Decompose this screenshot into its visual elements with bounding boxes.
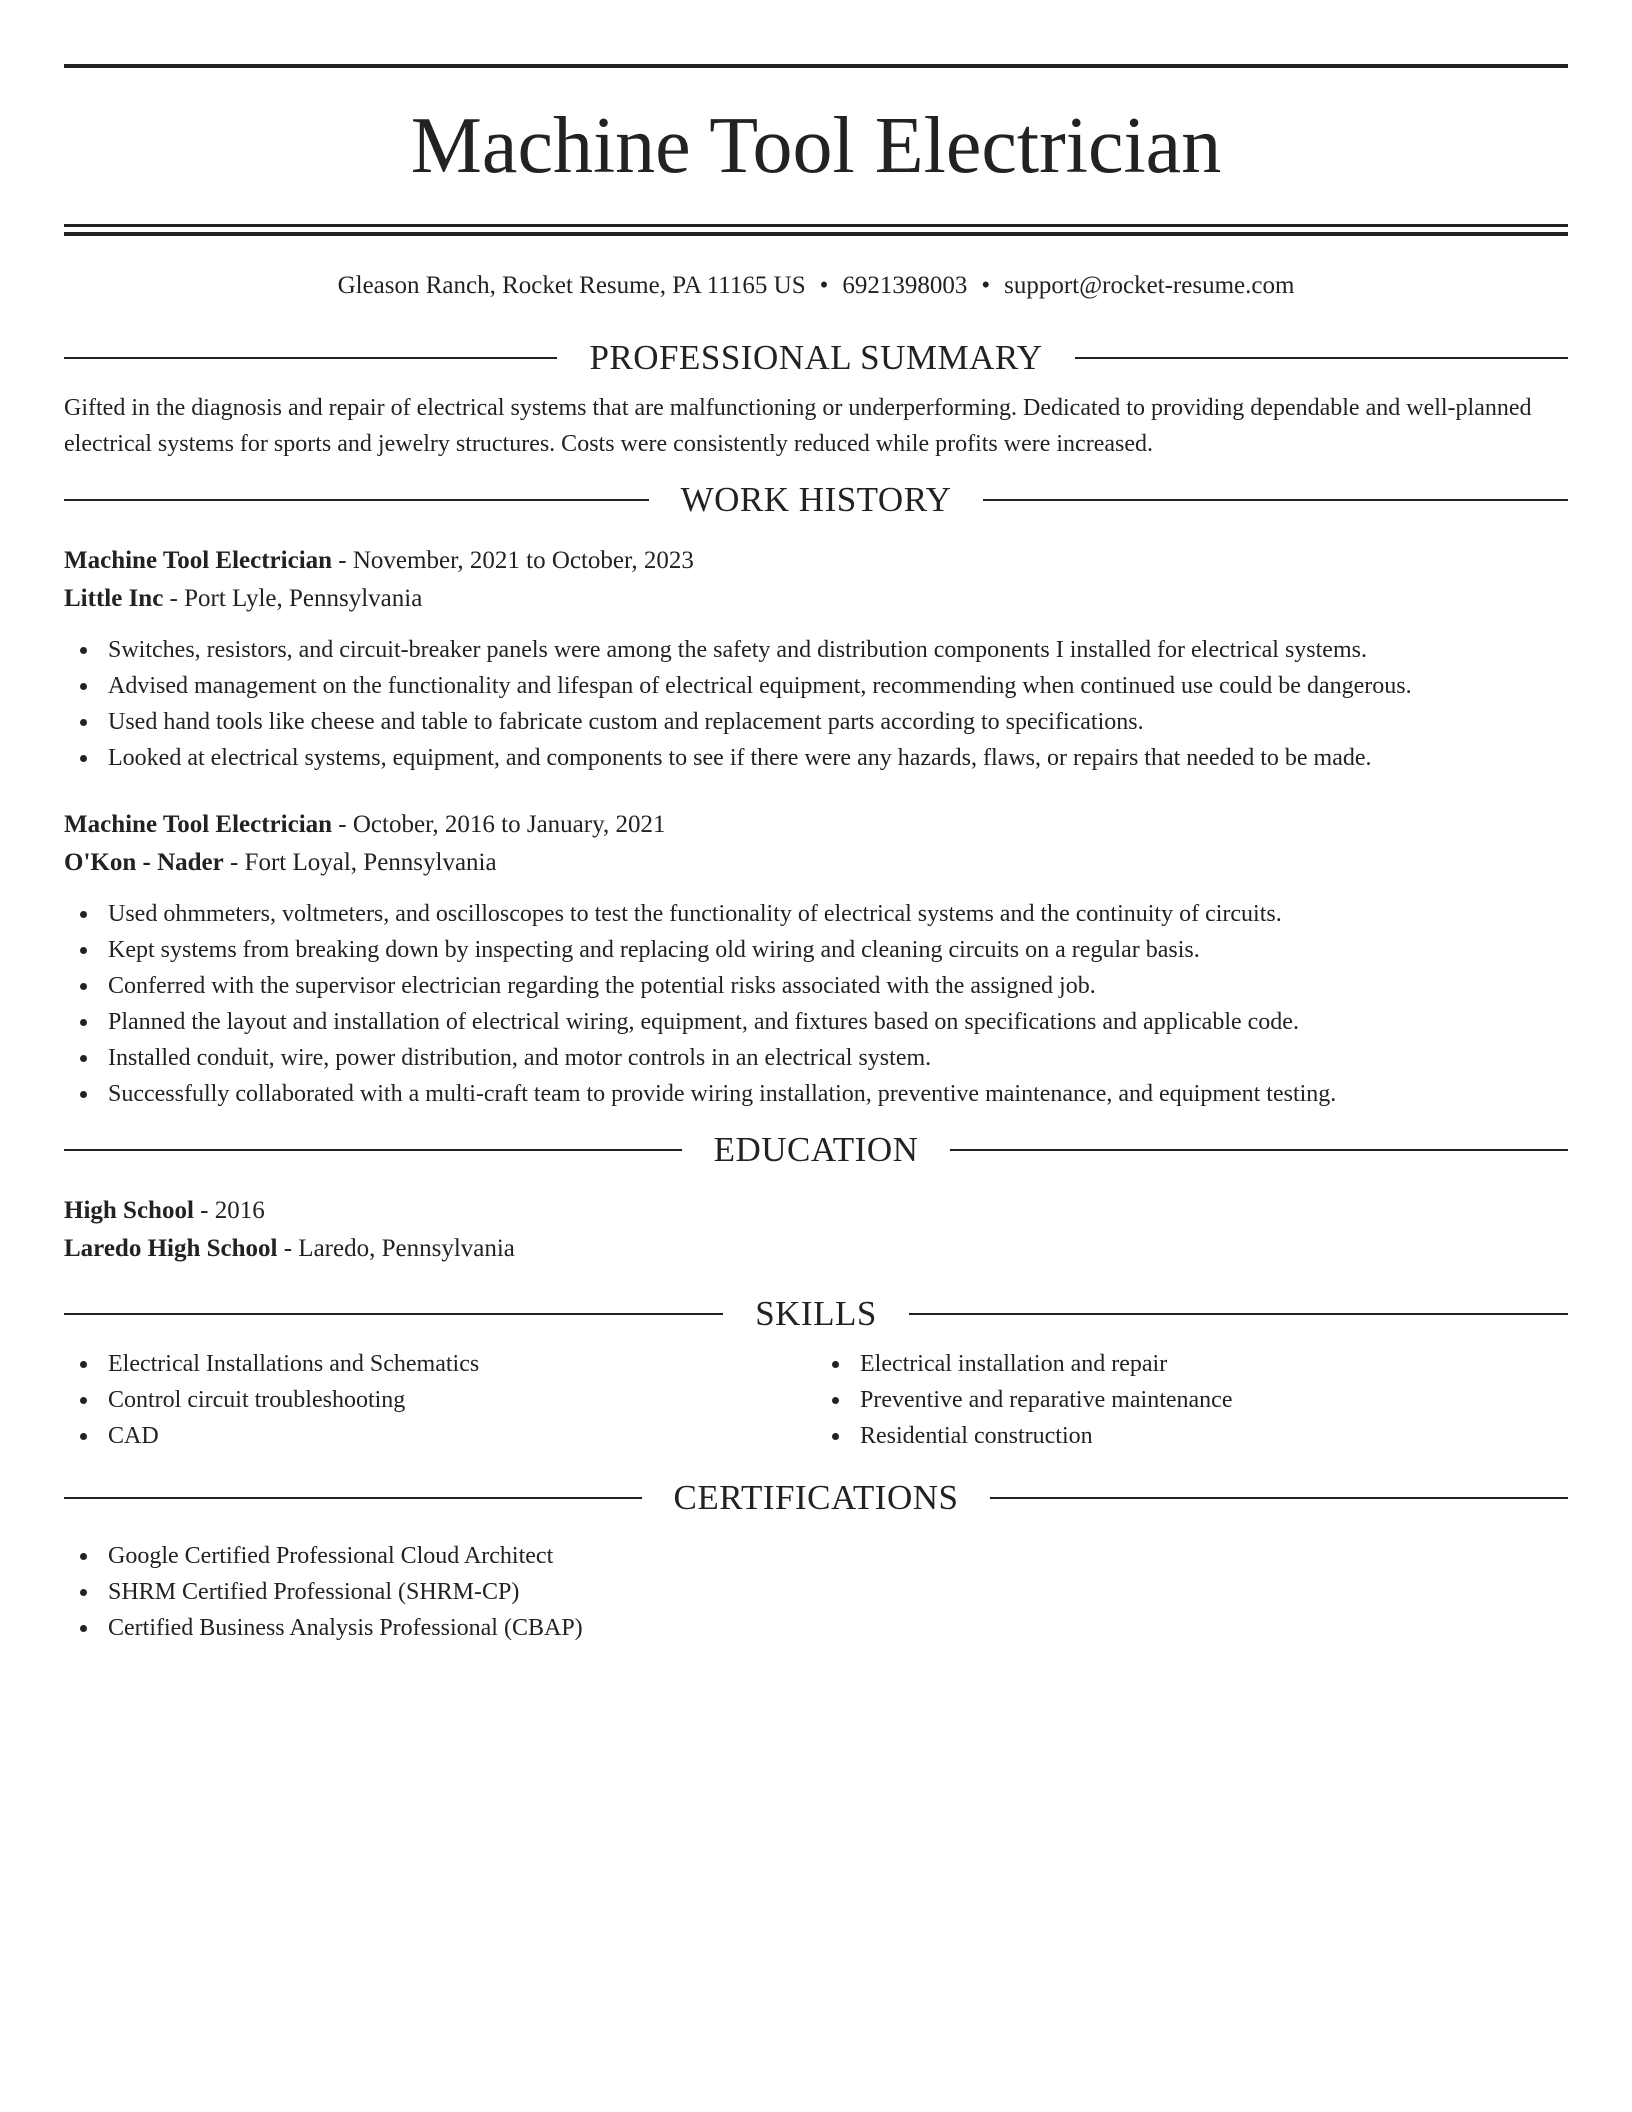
bullet-icon: [80, 1361, 87, 1368]
certifications-heading: [64, 1476, 1568, 1520]
job-entry: [64, 542, 1568, 776]
job-location: Port Lyle, Pennsylvania: [184, 585, 423, 612]
certification-text: Certified Business Analysis Professional (CBAP): [108, 1615, 583, 1641]
skills-column-right: [816, 1346, 1568, 1454]
list-item: [64, 1076, 1568, 1112]
bullet-icon: [80, 1625, 87, 1632]
education-degree: High School: [64, 1197, 194, 1224]
skills-grid: [64, 1346, 1568, 1454]
job-entry: [64, 806, 1568, 1112]
list-item: [64, 1382, 816, 1418]
contact-phone: 6921398003: [842, 272, 968, 299]
heading-rule-left: [64, 499, 649, 501]
bullet-icon: [80, 1019, 87, 1026]
heading-rule-left: [64, 1149, 682, 1151]
job-company: O'Kon - Nader: [64, 849, 224, 876]
bullet-icon: [80, 947, 87, 954]
summary-text: Gifted in the diagnosis and repair of electrical systems that are malfunctioning or underperforming. Dedicated to providing dependable and well-planned electrical systems for sports and jewelry structures. Costs were consistently reduced while profits were increased.: [64, 395, 1532, 457]
certifications-list: [64, 1538, 1568, 1646]
summary-heading-label: PROFESSIONAL SUMMARY: [589, 338, 1043, 377]
education-dash: -: [283, 1235, 293, 1262]
list-item: [64, 668, 1568, 704]
job-company-line: [64, 580, 1568, 618]
job-title-line: [64, 806, 1568, 844]
bullet-text: Advised management on the functionality and lifespan of electrical equipment, recommending when continued use could be dangerous.: [108, 673, 1412, 699]
bullet-icon: [832, 1397, 839, 1404]
job-dash: -: [338, 547, 347, 574]
bullet-icon: [80, 911, 87, 918]
job-company-line: [64, 844, 1568, 882]
skills-heading-label: SKILLS: [755, 1294, 877, 1333]
skill-text: Electrical Installations and Schematics: [108, 1351, 480, 1377]
job-bullets: [64, 896, 1568, 1112]
list-item: [64, 1004, 1568, 1040]
job-location: Fort Loyal, Pennsylvania: [244, 849, 497, 876]
bullet-text: Installed conduit, wire, power distribution, and motor controls in an electrical system.: [108, 1045, 932, 1071]
skills-column-left: [64, 1346, 816, 1454]
skill-text: CAD: [108, 1423, 159, 1449]
bullet-icon: [832, 1433, 839, 1440]
education-entry: [64, 1192, 1568, 1268]
list-item: [64, 1538, 1568, 1574]
bullet-icon: [80, 983, 87, 990]
job-dash: -: [338, 811, 347, 838]
summary-heading: [64, 336, 1568, 380]
bullet-icon: [80, 1091, 87, 1098]
heading-rule-right: [990, 1497, 1568, 1499]
education-heading: [64, 1128, 1568, 1172]
bullet-icon: [80, 1589, 87, 1596]
bullet-icon: [80, 1553, 87, 1560]
bullet-icon: [832, 1361, 839, 1368]
contact-line: [64, 270, 1568, 302]
education-dash: -: [200, 1197, 209, 1224]
heading-rule-right: [909, 1313, 1568, 1315]
list-item: [64, 704, 1568, 740]
education-degree-line: [64, 1192, 1568, 1230]
list-item: [64, 1574, 1568, 1610]
certification-text: SHRM Certified Professional (SHRM-CP): [108, 1579, 520, 1605]
list-item: [64, 1040, 1568, 1076]
skill-text: Preventive and reparative maintenance: [860, 1387, 1233, 1413]
list-item: [64, 968, 1568, 1004]
job-company: Little Inc: [64, 585, 164, 612]
bullet-icon: [80, 683, 87, 690]
list-item: [64, 932, 1568, 968]
list-item: [64, 740, 1568, 776]
contact-address: Gleason Ranch, Rocket Resume, PA 11165 US: [337, 272, 806, 299]
certifications-heading-label: CERTIFICATIONS: [673, 1478, 959, 1517]
skills-list: [816, 1346, 1568, 1454]
list-item: [64, 632, 1568, 668]
work-heading: [64, 478, 1568, 522]
contact-separator: •: [819, 272, 829, 299]
education-school: Laredo High School: [64, 1235, 278, 1262]
title-double-rule: [64, 224, 1568, 236]
bullet-icon: [80, 1433, 87, 1440]
list-item: [64, 1418, 816, 1454]
bullet-text: Conferred with the supervisor electrician regarding the potential risks associated with the assigned job.: [108, 973, 1096, 999]
list-item: [816, 1418, 1568, 1454]
heading-rule-left: [64, 1313, 723, 1315]
bullet-text: Kept systems from breaking down by inspecting and replacing old wiring and cleaning circuits on a regular basis.: [108, 937, 1200, 963]
heading-rule-right: [983, 499, 1568, 501]
bullet-text: Successfully collaborated with a multi-craft team to provide wiring installation, preventive maintenance, and equipment testing.: [108, 1081, 1337, 1107]
bullet-icon: [80, 1397, 87, 1404]
job-dates: October, 2016 to January, 2021: [352, 811, 666, 838]
list-item: [64, 896, 1568, 932]
heading-rule-left: [64, 357, 557, 359]
skill-text: Residential construction: [860, 1423, 1093, 1449]
bullet-text: Planned the layout and installation of electrical wiring, equipment, and fixtures based on specifications and applicable code.: [108, 1009, 1299, 1035]
job-dash: -: [229, 849, 239, 876]
list-item: [64, 1610, 1568, 1646]
list-item: [816, 1382, 1568, 1418]
job-title: Machine Tool Electrician: [64, 547, 333, 574]
education-location: Laredo, Pennsylvania: [298, 1235, 515, 1262]
bullet-text: Used hand tools like cheese and table to fabricate custom and replacement parts according to specifications.: [108, 709, 1144, 735]
job-title: Machine Tool Electrician: [64, 811, 333, 838]
heading-rule-right: [1075, 357, 1568, 359]
bullet-text: Switches, resistors, and circuit-breaker panels were among the safety and distribution components I installed for electrical systems.: [108, 637, 1367, 663]
education-heading-label: EDUCATION: [713, 1130, 919, 1169]
bullet-icon: [80, 755, 87, 762]
bullet-icon: [80, 647, 87, 654]
bullet-text: Used ohmmeters, voltmeters, and oscilloscopes to test the functionality of electrical systems and the continuity of circuits.: [108, 901, 1282, 927]
work-heading-label: WORK HISTORY: [680, 480, 952, 519]
bullet-icon: [80, 719, 87, 726]
list-item: [64, 1346, 816, 1382]
heading-rule-left: [64, 1497, 642, 1499]
job-bullets: [64, 632, 1568, 776]
bullet-icon: [80, 1055, 87, 1062]
list-item: [816, 1346, 1568, 1382]
skills-list: [64, 1346, 816, 1454]
bullet-text: Looked at electrical systems, equipment, and components to see if there were any hazards, flaws, or repairs that needed to be made.: [108, 745, 1372, 771]
top-rule: [64, 64, 1568, 68]
skills-heading: [64, 1292, 1568, 1336]
contact-email: support@rocket-resume.com: [1004, 272, 1295, 299]
heading-rule-right: [950, 1149, 1568, 1151]
job-dash: -: [169, 585, 178, 612]
skill-text: Electrical installation and repair: [860, 1351, 1168, 1377]
job-dates: November, 2021 to October, 2023: [352, 547, 694, 574]
skill-text: Control circuit troubleshooting: [108, 1387, 406, 1413]
job-title-line: [64, 542, 1568, 580]
resume-title: Machine Tool Electrician: [410, 102, 1222, 190]
education-year: 2016: [214, 1197, 265, 1224]
education-school-line: [64, 1230, 1568, 1268]
certification-text: Google Certified Professional Cloud Architect: [108, 1543, 554, 1569]
contact-separator: •: [981, 272, 991, 299]
